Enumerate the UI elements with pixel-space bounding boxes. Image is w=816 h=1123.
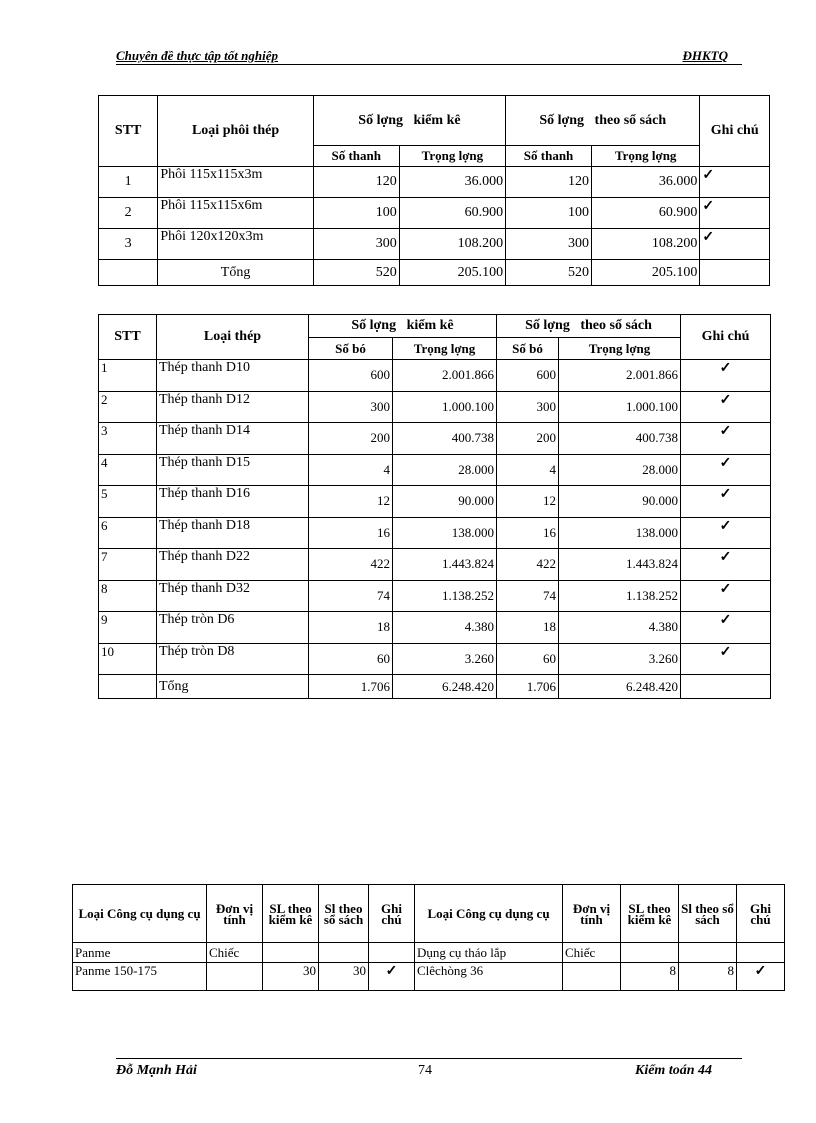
table-row [99, 360, 771, 392]
cell-kk-wt: 3.260 [393, 643, 497, 675]
cell-kk-qty: 4 [309, 454, 393, 486]
col-sl-kk: SL theo kiểm kê [263, 885, 319, 943]
table-row [99, 454, 771, 486]
cell-ss-wt: 1.000.100 [559, 391, 681, 423]
footer-right: Kiểm toán 44 [634, 1063, 712, 1078]
cell-kk-qty: 600 [309, 360, 393, 392]
cell-ss-wt: 90.000 [559, 486, 681, 518]
cell-kk-wt: 1.138.252 [393, 580, 497, 612]
cell-kk-qty: 300 [309, 391, 393, 423]
col-kk-qty: Số bó [309, 338, 393, 360]
cell-stt: 4 [99, 454, 157, 486]
cell-stt: 5 [99, 486, 157, 518]
check-mark-icon: ✓ [681, 454, 771, 486]
col-type: Loại phôi thép [158, 96, 313, 167]
cell-name: Thép thanh D15 [157, 454, 309, 486]
cell-ss-qty: 18 [497, 612, 559, 644]
cell-sl-ss: 30 [319, 963, 369, 991]
cell-sl-kk [263, 943, 319, 963]
col-kk: Số lợng kiểm kê [313, 96, 505, 146]
page-footer [116, 1058, 742, 1079]
cell-kk-wt: 90.000 [393, 486, 497, 518]
cell-name: Thép thanh D14 [157, 423, 309, 455]
col-ss-wt: Trọng lợng [591, 146, 699, 167]
col-tool-2: Loại Công cụ dụng cụ [415, 885, 563, 943]
total-ss-wt: 6.248.420 [559, 675, 681, 699]
page-header [116, 46, 742, 65]
col-note: Ghi chú [681, 315, 771, 360]
cell-stt: 10 [99, 643, 157, 675]
total-kk-qty: 1.706 [309, 675, 393, 699]
total-ss-qty: 520 [506, 260, 592, 286]
cell-ss-qty: 100 [506, 198, 592, 229]
cell-stt: 3 [99, 229, 158, 260]
cell-name: Phôi 115x115x3m [158, 167, 313, 198]
check-mark-icon: ✓ [681, 643, 771, 675]
cell-kk-qty: 16 [309, 517, 393, 549]
cell-stt: 8 [99, 580, 157, 612]
cell-stt: 7 [99, 549, 157, 581]
check-mark-icon: ✓ [700, 167, 770, 198]
check-mark-icon: ✓ [681, 391, 771, 423]
cell-ss-wt: 60.900 [591, 198, 699, 229]
cell-kk-wt: 28.000 [393, 454, 497, 486]
cell-ss-wt: 400.738 [559, 423, 681, 455]
total-kk-wt: 6.248.420 [393, 675, 497, 699]
cell-stt: 9 [99, 612, 157, 644]
col-note: Ghi chú [700, 96, 770, 167]
table-row [99, 549, 771, 581]
total-row [99, 675, 771, 699]
cell-ss-wt: 1.138.252 [559, 580, 681, 612]
check-mark-icon: ✓ [369, 963, 415, 991]
check-mark-icon: ✓ [681, 580, 771, 612]
total-ss-wt: 205.100 [591, 260, 699, 286]
cell-name: Thép tròn D6 [157, 612, 309, 644]
table-row [99, 486, 771, 518]
table-row [99, 391, 771, 423]
cell-sl-ss-2: 8 [679, 963, 737, 991]
cell-name: Thép thanh D10 [157, 360, 309, 392]
check-mark-icon [369, 943, 415, 963]
table-row [99, 580, 771, 612]
cell-name: Thép thanh D22 [157, 549, 309, 581]
cell-stt: 1 [99, 360, 157, 392]
cell-kk-qty: 74 [309, 580, 393, 612]
cell-stt: 2 [99, 198, 158, 229]
check-mark-icon: ✓ [681, 423, 771, 455]
table-row [99, 198, 770, 229]
header-right: ĐHKTQ [682, 48, 728, 63]
col-ss-wt: Trọng lợng [559, 338, 681, 360]
total-label: Tổng [158, 260, 313, 286]
check-mark-icon: ✓ [681, 360, 771, 392]
table-row [73, 943, 785, 963]
table-row [99, 229, 770, 260]
col-ss-qty: Số thanh [506, 146, 592, 167]
footer-author: Đỗ Mạnh Hải [116, 1063, 197, 1078]
cell-name: Thép thanh D18 [157, 517, 309, 549]
cell-kk-wt: 138.000 [393, 517, 497, 549]
table-row [73, 963, 785, 991]
cell-stt: 3 [99, 423, 157, 455]
cell-kk-wt: 4.380 [393, 612, 497, 644]
cell-kk-qty: 200 [309, 423, 393, 455]
cell-ss-qty: 74 [497, 580, 559, 612]
col-note: Ghi chú [369, 885, 415, 943]
total-ss-qty: 1.706 [497, 675, 559, 699]
cell-tool-2: Dụng cụ tháo lắp [415, 943, 563, 963]
cell-unit [207, 963, 263, 991]
col-sl-ss-2: Sl theo sổ sách [679, 885, 737, 943]
cell-kk-wt: 60.900 [399, 198, 505, 229]
cell-tool: Panme 150-175 [73, 963, 207, 991]
cell-kk-qty: 12 [309, 486, 393, 518]
cell-ss-qty: 300 [506, 229, 592, 260]
page-number: 74 [418, 1063, 432, 1078]
table-row [99, 612, 771, 644]
table-row [99, 167, 770, 198]
cell-kk-qty: 300 [313, 229, 399, 260]
cell-sl-kk: 30 [263, 963, 319, 991]
total-kk-qty: 520 [313, 260, 399, 286]
col-unit: Đơn vị tính [207, 885, 263, 943]
billet-table [98, 95, 770, 286]
cell-ss-wt: 28.000 [559, 454, 681, 486]
cell-kk-qty: 120 [313, 167, 399, 198]
cell-ss-qty: 4 [497, 454, 559, 486]
cell-kk-wt: 1.000.100 [393, 391, 497, 423]
total-row [99, 260, 770, 286]
col-note-2: Ghi chú [737, 885, 785, 943]
cell-name: Phôi 115x115x6m [158, 198, 313, 229]
cell-ss-wt: 1.443.824 [559, 549, 681, 581]
cell-ss-wt: 3.260 [559, 643, 681, 675]
cell-ss-qty: 12 [497, 486, 559, 518]
total-kk-wt: 205.100 [399, 260, 505, 286]
header-left: Chuyên đề thực tập tốt nghiệp [116, 48, 278, 63]
cell-kk-qty: 422 [309, 549, 393, 581]
table-row [99, 517, 771, 549]
cell-kk-wt: 1.443.824 [393, 549, 497, 581]
cell-name: Thép thanh D32 [157, 580, 309, 612]
col-kk-qty: Số thanh [313, 146, 399, 167]
check-mark-icon: ✓ [681, 517, 771, 549]
table-row [99, 423, 771, 455]
cell-name: Phôi 120x120x3m [158, 229, 313, 260]
cell-sl-ss-2 [679, 943, 737, 963]
cell-ss-qty: 60 [497, 643, 559, 675]
steel-table [98, 314, 771, 699]
col-sl-kk-2: SL theo kiểm kê [621, 885, 679, 943]
check-mark-icon: ✓ [681, 549, 771, 581]
cell-tool: Panme [73, 943, 207, 963]
cell-unit: Chiếc [207, 943, 263, 963]
cell-tool-2: Clêchòng 36 [415, 963, 563, 991]
col-ss: Số lợng theo sổ sách [497, 315, 681, 338]
cell-sl-kk-2: 8 [621, 963, 679, 991]
col-type: Loại thép [157, 315, 309, 360]
col-tool: Loại Công cụ dụng cụ [73, 885, 207, 943]
cell-ss-wt: 108.200 [591, 229, 699, 260]
col-ss: Số lợng theo sổ sách [506, 96, 700, 146]
cell-ss-wt: 2.001.866 [559, 360, 681, 392]
check-mark-icon: ✓ [700, 229, 770, 260]
cell-stt: 6 [99, 517, 157, 549]
cell-ss-wt: 36.000 [591, 167, 699, 198]
cell-name: Thép thanh D12 [157, 391, 309, 423]
cell-stt: 1 [99, 167, 158, 198]
cell-ss-qty: 16 [497, 517, 559, 549]
cell-sl-ss [319, 943, 369, 963]
cell-kk-wt: 36.000 [399, 167, 505, 198]
tools-table [72, 884, 785, 991]
cell-sl-kk-2 [621, 943, 679, 963]
check-mark-icon: ✓ [737, 963, 785, 991]
col-stt: STT [99, 96, 158, 167]
cell-name: Thép tròn D8 [157, 643, 309, 675]
col-kk-wt: Trọng lợng [399, 146, 505, 167]
col-unit-2: Đơn vị tính [563, 885, 621, 943]
cell-kk-qty: 18 [309, 612, 393, 644]
col-stt: STT [99, 315, 157, 360]
check-mark-icon: ✓ [681, 612, 771, 644]
cell-ss-qty: 300 [497, 391, 559, 423]
cell-ss-wt: 138.000 [559, 517, 681, 549]
cell-kk-wt: 108.200 [399, 229, 505, 260]
cell-ss-qty: 120 [506, 167, 592, 198]
total-label: Tổng [157, 675, 309, 699]
cell-kk-wt: 2.001.866 [393, 360, 497, 392]
check-mark-icon: ✓ [681, 486, 771, 518]
check-mark-icon: ✓ [700, 198, 770, 229]
check-mark-icon [737, 943, 785, 963]
cell-stt: 2 [99, 391, 157, 423]
col-sl-ss: Sl theo sổ sách [319, 885, 369, 943]
col-kk: Số lợng kiểm kê [309, 315, 497, 338]
table-row [99, 643, 771, 675]
cell-ss-qty: 200 [497, 423, 559, 455]
col-kk-wt: Trọng lợng [393, 338, 497, 360]
cell-unit-2 [563, 963, 621, 991]
col-ss-qty: Số bó [497, 338, 559, 360]
cell-name: Thép thanh D16 [157, 486, 309, 518]
cell-ss-wt: 4.380 [559, 612, 681, 644]
cell-ss-qty: 600 [497, 360, 559, 392]
cell-kk-qty: 100 [313, 198, 399, 229]
cell-kk-qty: 60 [309, 643, 393, 675]
cell-ss-qty: 422 [497, 549, 559, 581]
cell-unit-2: Chiếc [563, 943, 621, 963]
cell-kk-wt: 400.738 [393, 423, 497, 455]
